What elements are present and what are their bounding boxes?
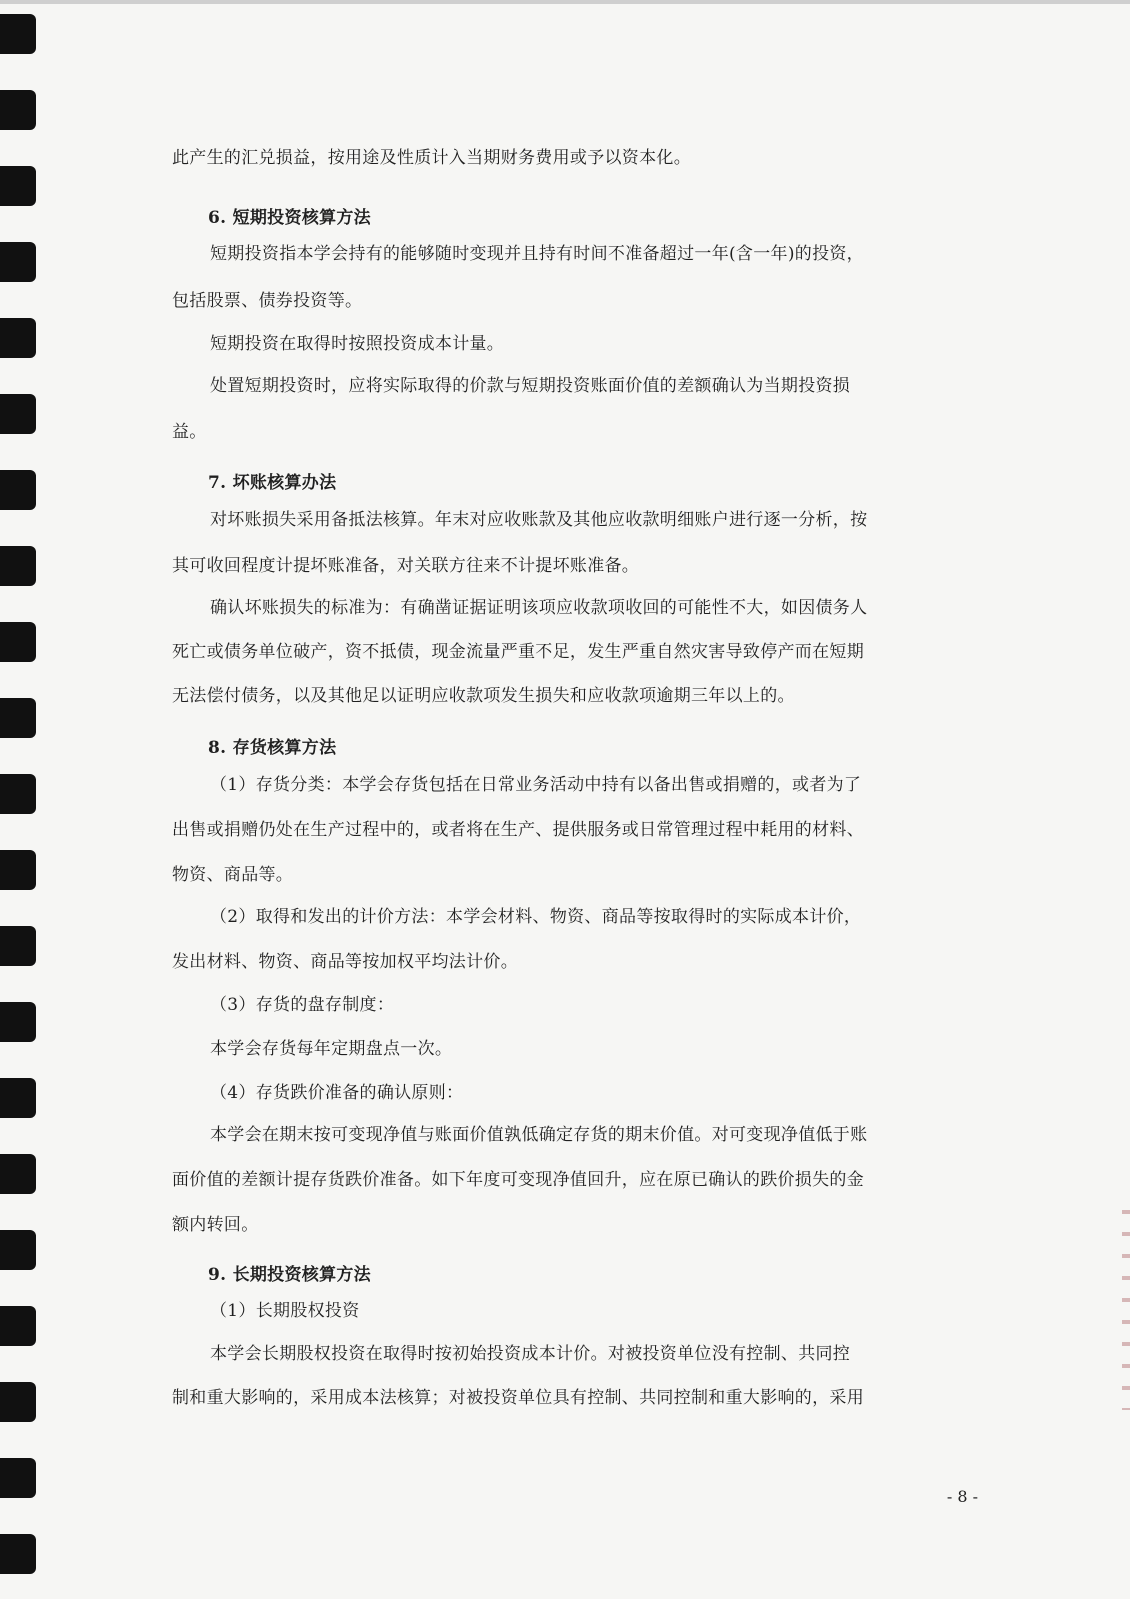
- binding-hole: [0, 470, 36, 510]
- paragraph-line: （1）存货分类：本学会存货包括在日常业务活动中持有以备出售或捐赠的，或者为了: [210, 775, 862, 795]
- paragraph-line: 短期投资指本学会持有的能够随时变现并且持有时间不准备超过一年(含一年)的投资，: [210, 244, 864, 264]
- paragraph-line: （2）取得和发出的计价方法：本学会材料、物资、商品等按取得时的实际成本计价，: [210, 907, 862, 927]
- margin-stamp-mark: [1122, 1210, 1130, 1410]
- binding-hole: [0, 318, 36, 358]
- paragraph-line: 此产生的汇兑损益，按用途及性质计入当期财务费用或予以资本化。: [172, 148, 691, 168]
- binding-hole: [0, 1306, 36, 1346]
- paragraph-line: 发出材料、物资、商品等按加权平均法计价。: [172, 952, 518, 972]
- binding-hole: [0, 774, 36, 814]
- page-top-edge: [0, 0, 1130, 4]
- binding-hole: [0, 698, 36, 738]
- binding-hole: [0, 1230, 36, 1270]
- page-number: - 8 -: [946, 1487, 978, 1506]
- paragraph-line: 死亡或债务单位破产，资不抵债，现金流量严重不足，发生严重自然灾害导致停产而在短期: [172, 642, 864, 662]
- paragraph-line: 本学会存货每年定期盘点一次。: [210, 1039, 453, 1059]
- section-heading: 7. 坏账核算办法: [208, 473, 337, 493]
- paragraph-line: （1）长期股权投资: [210, 1301, 360, 1321]
- binding-hole: [0, 166, 36, 206]
- binding-hole: [0, 850, 36, 890]
- paragraph-line: 处置短期投资时，应将实际取得的价款与短期投资账面价值的差额确认为当期投资损: [210, 376, 851, 396]
- paragraph-line: 无法偿付债务，以及其他足以证明应收款项发生损失和应收款项逾期三年以上的。: [172, 686, 795, 706]
- paragraph-line: 包括股票、债券投资等。: [172, 291, 363, 311]
- paragraph-line: 确认坏账损失的标准为：有确凿证据证明该项应收款项收回的可能性不大，如因债务人: [210, 598, 868, 618]
- binding-hole: [0, 1458, 36, 1498]
- binding-hole: [0, 622, 36, 662]
- paragraph-line: （3）存货的盘存制度：: [210, 995, 395, 1015]
- paragraph-line: 面价值的差额计提存货跌价准备。如下年度可变现净值回升，应在原已确认的跌价损失的金: [172, 1170, 864, 1190]
- paragraph-line: 出售或捐赠仍处在生产过程中的，或者将在生产、提供服务或日常管理过程中耗用的材料、: [172, 820, 864, 840]
- paragraph-line: （4）存货跌价准备的确认原则：: [210, 1083, 464, 1103]
- binding-hole: [0, 1534, 36, 1574]
- section-heading: 9. 长期投资核算方法: [208, 1265, 371, 1285]
- binding-hole: [0, 242, 36, 282]
- binding-hole: [0, 1002, 36, 1042]
- binding-hole: [0, 14, 36, 54]
- paragraph-line: 短期投资在取得时按照投资成本计量。: [210, 334, 505, 354]
- binding-strip: [0, 0, 40, 1599]
- paragraph-line: 本学会在期末按可变现净值与账面价值孰低确定存货的期末价值。对可变现净值低于账: [210, 1125, 868, 1145]
- section-heading: 8. 存货核算方法: [208, 738, 337, 758]
- paragraph-line: 其可收回程度计提坏账准备，对关联方往来不计提坏账准备。: [172, 556, 640, 576]
- binding-hole: [0, 90, 36, 130]
- binding-hole: [0, 546, 36, 586]
- paragraph-line: 益。: [172, 422, 207, 442]
- paragraph-line: 制和重大影响的，采用成本法核算；对被投资单位具有控制、共同控制和重大影响的，采用: [172, 1388, 864, 1408]
- paragraph-line: 对坏账损失采用备抵法核算。年末对应收账款及其他应收款明细账户进行逐一分析，按: [210, 510, 868, 530]
- binding-hole: [0, 1078, 36, 1118]
- binding-hole: [0, 1382, 36, 1422]
- binding-hole: [0, 926, 36, 966]
- paragraph-line: 物资、商品等。: [172, 865, 294, 885]
- binding-hole: [0, 1154, 36, 1194]
- binding-hole: [0, 394, 36, 434]
- paragraph-line: 本学会长期股权投资在取得时按初始投资成本计价。对被投资单位没有控制、共同控: [210, 1344, 851, 1364]
- paragraph-line: 额内转回。: [172, 1215, 259, 1235]
- section-heading: 6. 短期投资核算方法: [208, 208, 371, 228]
